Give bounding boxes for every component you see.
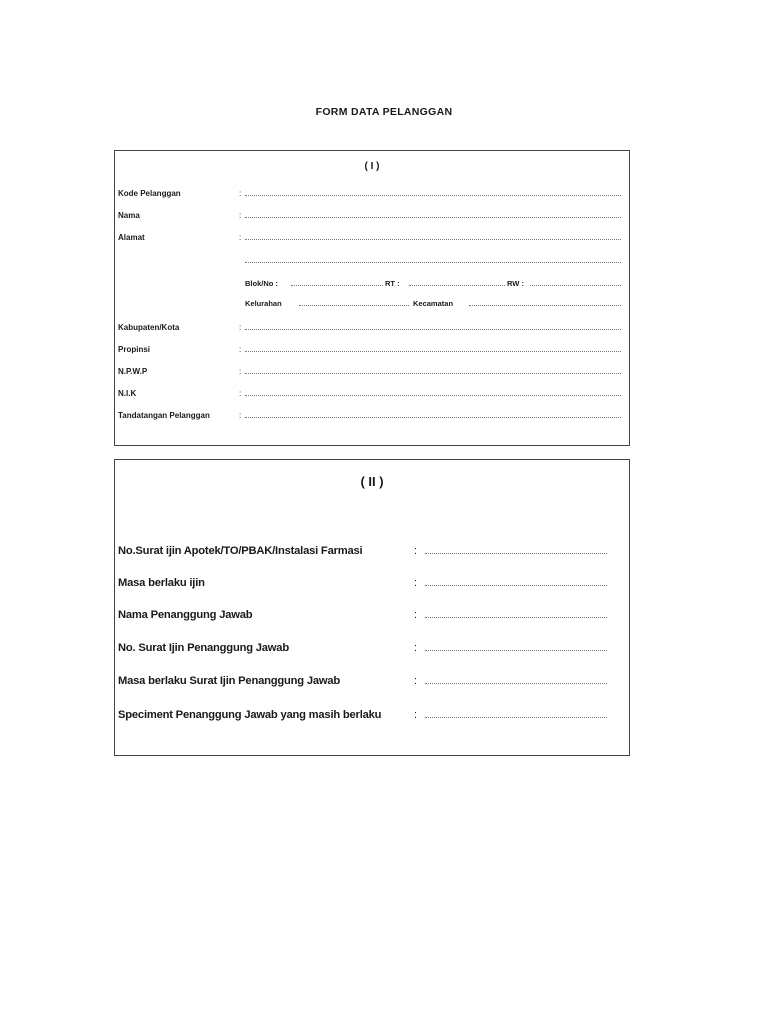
field-label: Nama Penanggung Jawab (118, 609, 253, 621)
field-nik (115, 385, 629, 399)
field-label: Speciment Penanggung Jawab yang masih berlaku (118, 709, 382, 721)
section-number: ( I ) (364, 161, 380, 172)
field-label: Propinsi (118, 345, 151, 354)
form-title: FORM DATA PELANGGAN (315, 106, 453, 118)
field-colon: : (414, 675, 418, 687)
field-speciment-penanggung-jawab (115, 704, 629, 722)
field-colon: : (239, 233, 242, 242)
fill-line[interactable] (425, 553, 607, 554)
field-colon: : (239, 345, 242, 354)
fill-line[interactable] (245, 239, 621, 240)
kelurahan-fill-line[interactable] (299, 305, 409, 306)
field-label: Kode Pelanggan (118, 189, 181, 198)
field-label: Masa berlaku ijin (118, 577, 205, 589)
field-kabupaten-kota (115, 319, 629, 333)
field-nama (115, 207, 629, 221)
fill-line[interactable] (425, 617, 607, 618)
fill-line[interactable] (245, 329, 621, 330)
field-label: Tandatangan Pelanggan (118, 411, 210, 420)
field-kode-pelanggan (115, 185, 629, 199)
kecamatan-label: Kecamatan (413, 299, 454, 308)
kecamatan-fill-line[interactable] (469, 305, 621, 306)
fill-line[interactable] (425, 717, 607, 718)
section-customer-data (114, 150, 630, 446)
blok-fill-line[interactable] (291, 285, 383, 286)
fill-line[interactable] (245, 417, 621, 418)
field-colon: : (414, 709, 418, 721)
field-npwp (115, 363, 629, 377)
fill-line[interactable] (245, 195, 621, 196)
field-tandatangan-pelanggan (115, 407, 629, 421)
rt-fill-line[interactable] (409, 285, 505, 286)
field-label: N.I.K (118, 389, 137, 398)
kelurahan-label: Kelurahan (245, 299, 282, 308)
field-alamat-line-2 (115, 252, 629, 266)
field-colon: : (414, 609, 418, 621)
fill-line[interactable] (245, 351, 621, 352)
field-label: No. Surat Ijin Penanggung Jawab (118, 642, 289, 654)
fill-line[interactable] (245, 373, 621, 374)
rw-label: RW : (507, 279, 524, 288)
field-nama-penanggung-jawab (115, 604, 629, 622)
field-colon: : (414, 577, 418, 589)
fill-line[interactable] (425, 650, 607, 651)
blok-label: Blok/No : (245, 279, 278, 288)
section-number: ( II ) (360, 474, 384, 489)
fill-line[interactable] (245, 217, 621, 218)
field-alamat (115, 229, 629, 243)
field-colon: : (239, 323, 242, 332)
field-colon: : (414, 545, 418, 557)
fill-line[interactable] (425, 683, 607, 684)
field-label: N.P.W.P (118, 367, 148, 376)
field-colon: : (239, 411, 242, 420)
field-propinsi (115, 341, 629, 355)
rw-fill-line[interactable] (530, 285, 621, 286)
field-label: No.Surat ijin Apotek/TO/PBAK/Instalasi Farmasi (118, 545, 363, 557)
fill-line[interactable] (245, 262, 621, 263)
field-label: Masa berlaku Surat Ijin Penanggung Jawab (118, 675, 341, 687)
field-colon: : (239, 367, 242, 376)
field-colon: : (414, 642, 418, 654)
fill-line[interactable] (425, 585, 607, 586)
field-label: Alamat (118, 233, 145, 242)
field-colon: : (239, 189, 242, 198)
field-colon: : (239, 211, 242, 220)
address-blok-rt-rw (115, 275, 629, 289)
field-colon: : (239, 389, 242, 398)
field-masa-berlaku-surat-ijin (115, 670, 629, 688)
section-license-data (114, 459, 630, 756)
address-kelurahan-kecamatan (115, 295, 629, 309)
field-label: Nama (118, 211, 140, 220)
field-label: Kabupaten/Kota (118, 323, 180, 332)
field-no-surat-ijin-penanggung-jawab (115, 637, 629, 655)
fill-line[interactable] (245, 395, 621, 396)
field-masa-berlaku-ijin (115, 572, 629, 590)
rt-label: RT : (385, 279, 400, 288)
field-no-surat-ijin-apotek (115, 540, 629, 558)
